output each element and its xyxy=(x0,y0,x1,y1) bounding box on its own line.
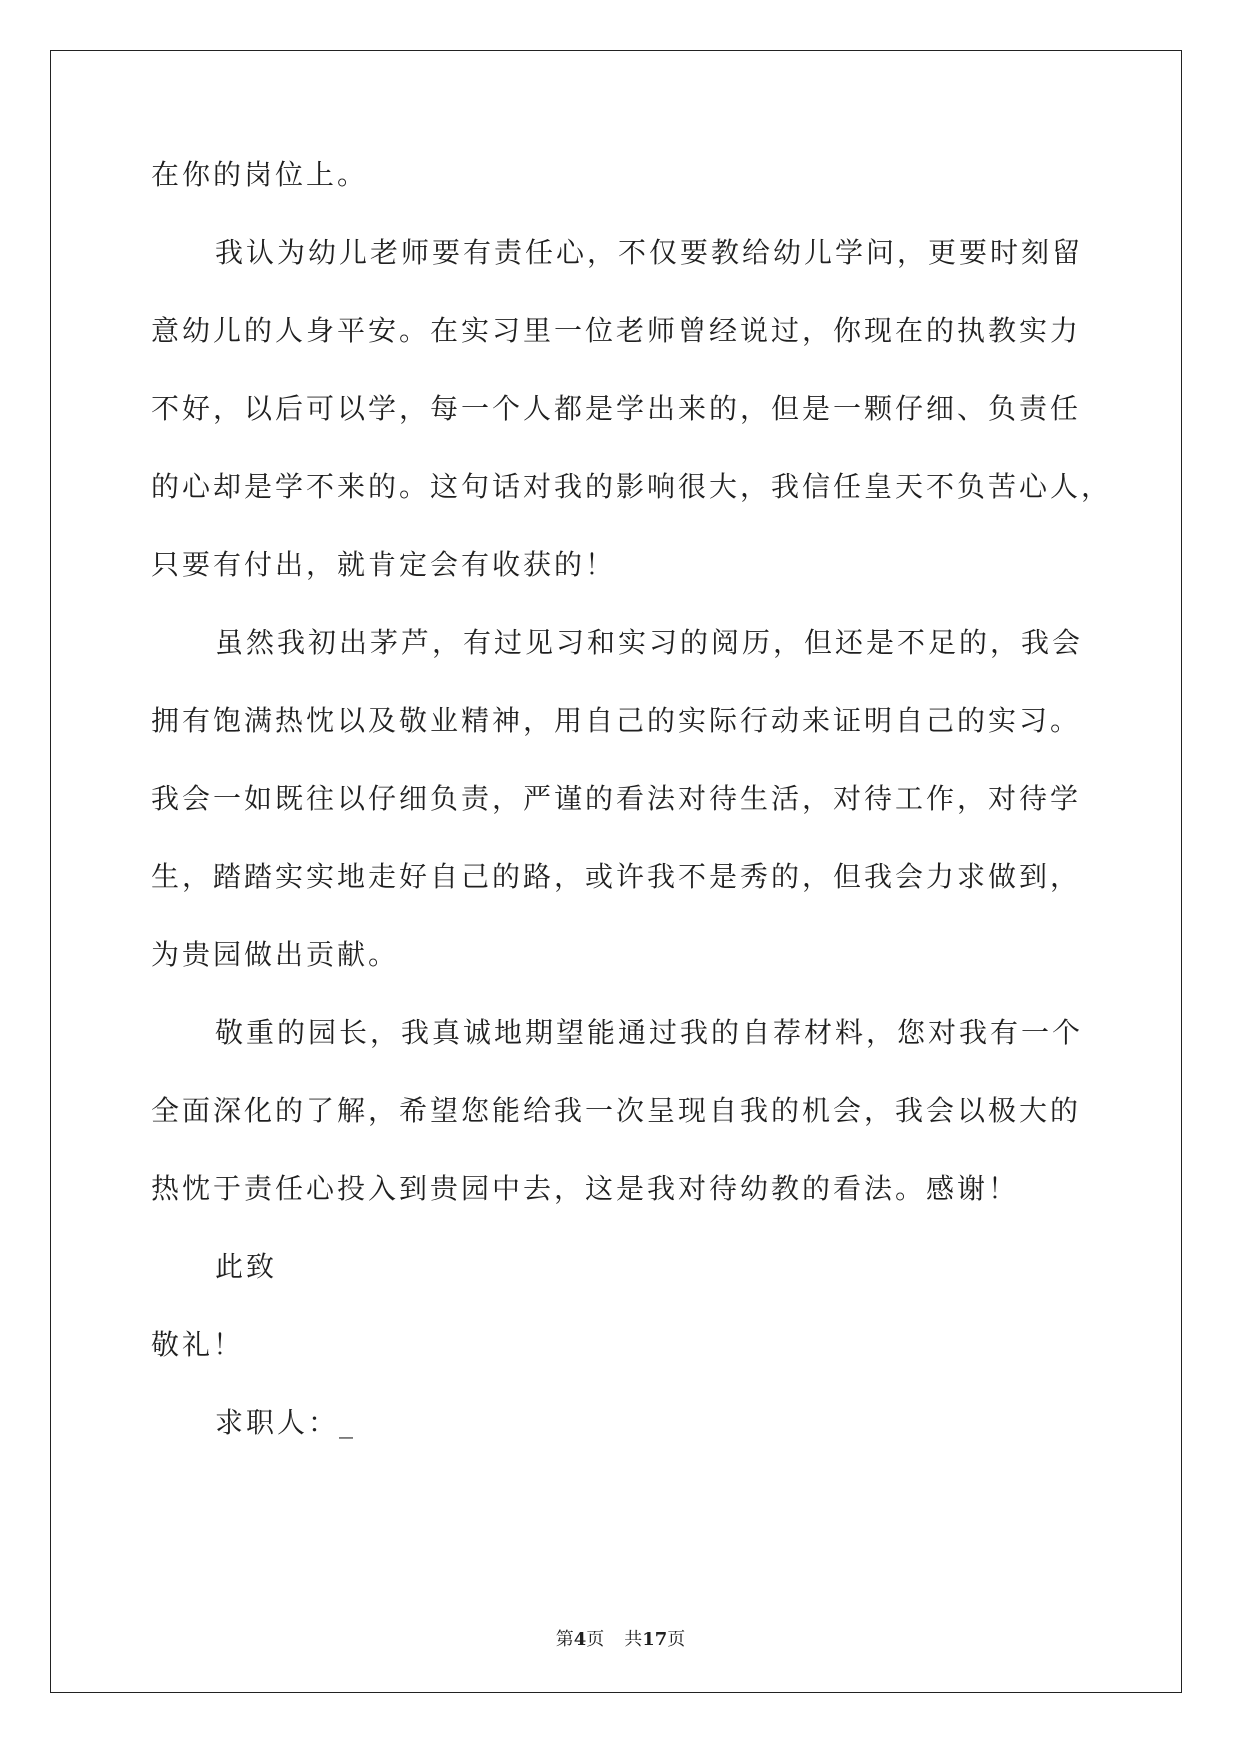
text-line: 全面深化的了解，希望您能给我一次呈现自我的机会，我会以极大的 xyxy=(151,1094,1082,1127)
salutation-line: 敬礼！ xyxy=(151,1328,245,1361)
text-line: 意幼儿的人身平安。在实习里一位老师曾经说过，你现在的执教实力 xyxy=(151,314,1082,347)
text-line: 敬重的园长，我真诚地期望能通过我的自荐材料，您对我有一个 xyxy=(215,1016,1084,1049)
total-unit: 页 xyxy=(667,1629,686,1650)
text-line: 我认为幼儿老师要有责任心，不仅要教给幼儿学问，更要时刻留 xyxy=(215,236,1084,269)
signature-line: 求职人：_ xyxy=(215,1406,357,1439)
text-line: 我会一如既往以仔细负责，严谨的看法对待生活，对待工作，对待学 xyxy=(151,782,1082,815)
text-line: 只要有付出，就肯定会有收获的！ xyxy=(151,548,617,581)
total-prefix: 共 xyxy=(624,1629,643,1650)
page-footer xyxy=(0,1628,1241,1652)
text-line: 在你的岗位上。 xyxy=(151,158,369,191)
page-prefix: 第 xyxy=(555,1629,574,1650)
text-line: 虽然我初出茅芦，有过见习和实习的阅历，但还是不足的，我会 xyxy=(215,626,1084,659)
page-number: 4 xyxy=(573,1629,587,1650)
total-pages: 17 xyxy=(642,1629,668,1650)
text-line: 生，踏踏实实地走好自己的路，或许我不是秀的，但我会力求做到， xyxy=(151,860,1082,893)
text-line: 的心却是学不来的。这句话对我的影响很大，我信任皇天不负苦心人， xyxy=(151,470,1113,503)
text-line: 不好，以后可以学，每一个人都是学出来的，但是一颗仔细、负责任 xyxy=(151,392,1082,425)
closing-line: 此致 xyxy=(215,1250,278,1283)
text-line: 为贵园做出贡献。 xyxy=(151,938,400,971)
text-line: 拥有饱满热忱以及敬业精神，用自己的实际行动来证明自己的实习。 xyxy=(151,704,1082,737)
text-line: 热忱于责任心投入到贵园中去，这是我对待幼教的看法。感谢！ xyxy=(151,1172,1020,1205)
page-unit: 页 xyxy=(586,1629,605,1650)
